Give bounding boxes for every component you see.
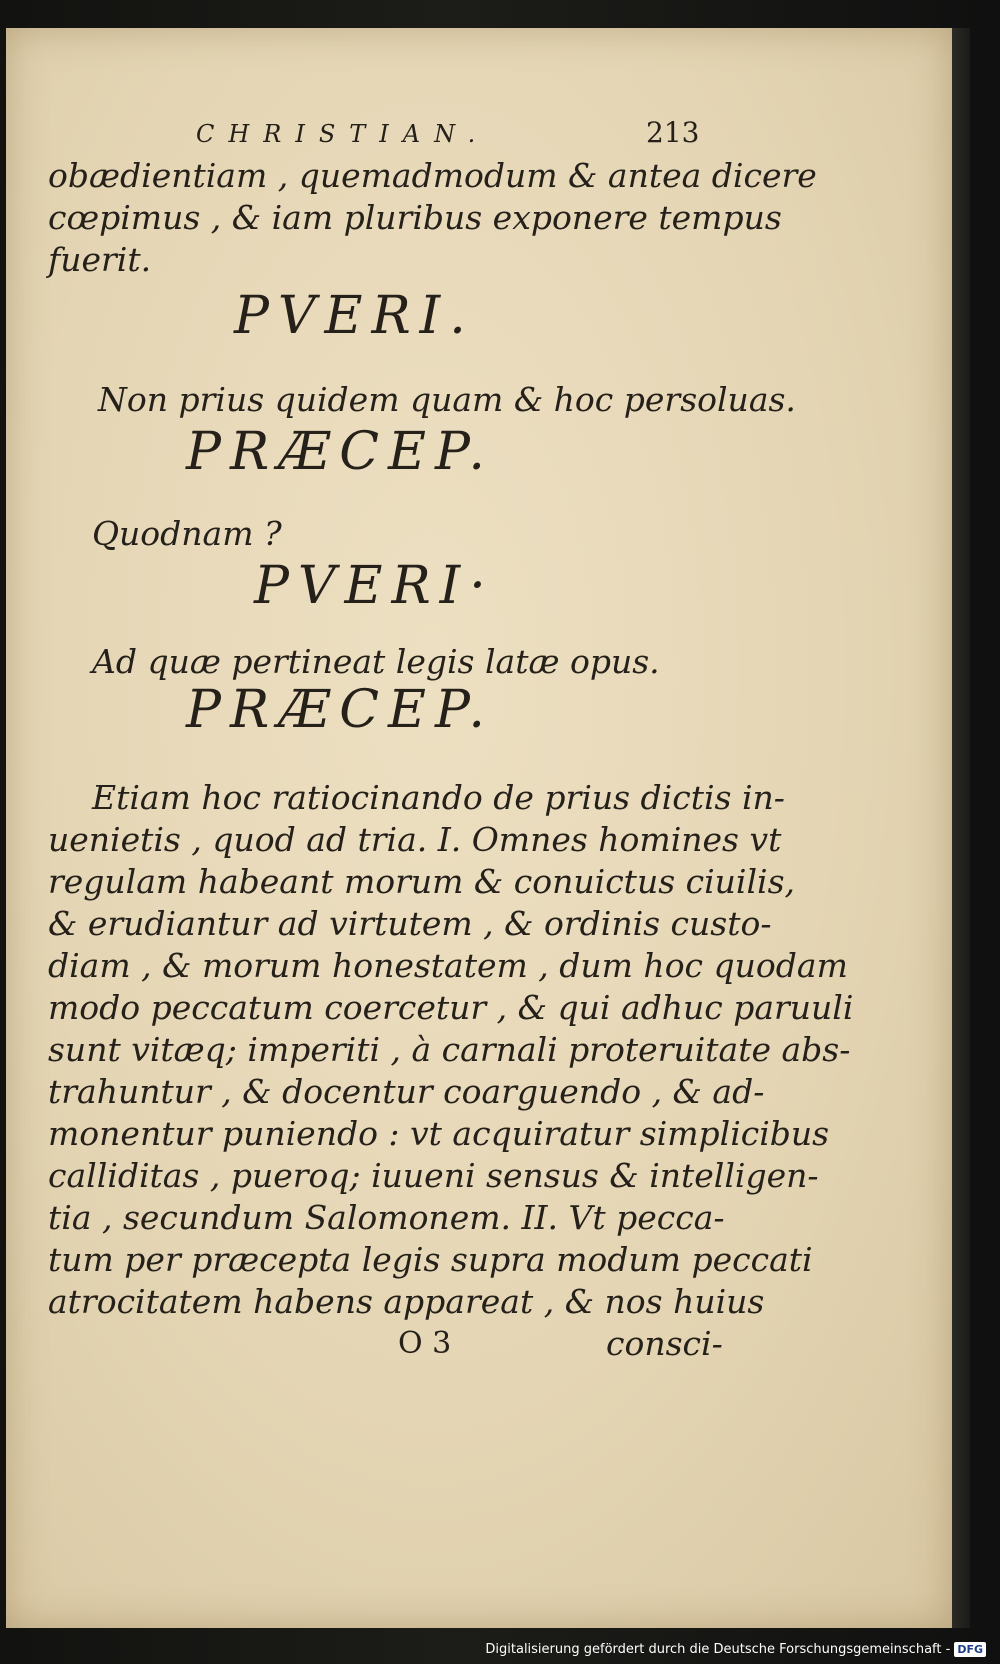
text-line: modo peccatum coercetur , & qui adhuc paruuli [48,988,854,1027]
text-line: obædientiam , quemadmodum & antea dicere [48,156,817,195]
dfg-logo: DFG [954,1642,986,1657]
text-line: diam , & morum honestatem , dum hoc quodam [48,946,848,985]
text-line: fuerit. [48,240,152,279]
speaker-heading: PRÆCEP. [186,680,494,740]
text-line: tum per præcepta legis supra modum peccati [48,1240,813,1279]
digitization-credit [485,1638,986,1660]
text-line: monentur puniendo : vt acquiratur simplicibus [48,1114,830,1153]
book-page [6,28,952,1628]
signature-mark: O 3 [398,1326,452,1361]
text-line: Non prius quidem quam & hoc persoluas. [98,380,796,419]
text-line: uenietis , quod ad tria. I. Omnes homines vt [48,820,782,859]
text-line: tia , secundum Salomonem. II. Vt pecca- [48,1198,725,1237]
text-line: Etiam hoc ratiocinando de prius dictis in- [92,778,785,817]
text-line: Ad quæ pertineat legis latæ opus. [92,642,660,681]
text-line: cœpimus , & iam pluribus exponere tempus [48,198,782,237]
text-line: calliditas , pueroq; iuueni sensus & intelligen- [48,1156,819,1195]
page-number: 213 [646,116,700,149]
speaker-heading: PVERI· [254,556,495,616]
book-fore-edge [952,28,970,1628]
text-line: & erudiantur ad virtutem , & ordinis custo- [48,904,772,943]
text-line: trahuntur , & docentur coarguendo , & ad- [48,1072,765,1111]
text-line: atrocitatem habens appareat , & nos huius [48,1282,765,1321]
speaker-heading: PVERI. [234,286,475,346]
text-line: regulam habeant morum & conuictus ciuilis, [48,862,795,901]
running-title: CHRISTIAN. [196,120,490,148]
text-line: Quodnam ? [92,514,282,553]
text-line: sunt vitæq; imperiti , à carnali proteruitate abs- [48,1030,851,1069]
credit-text: Digitalisierung gefördert durch die Deutsche Forschungsgemeinschaft - [485,1641,951,1657]
catchword: consci- [606,1324,723,1363]
speaker-heading: PRÆCEP. [186,422,494,482]
